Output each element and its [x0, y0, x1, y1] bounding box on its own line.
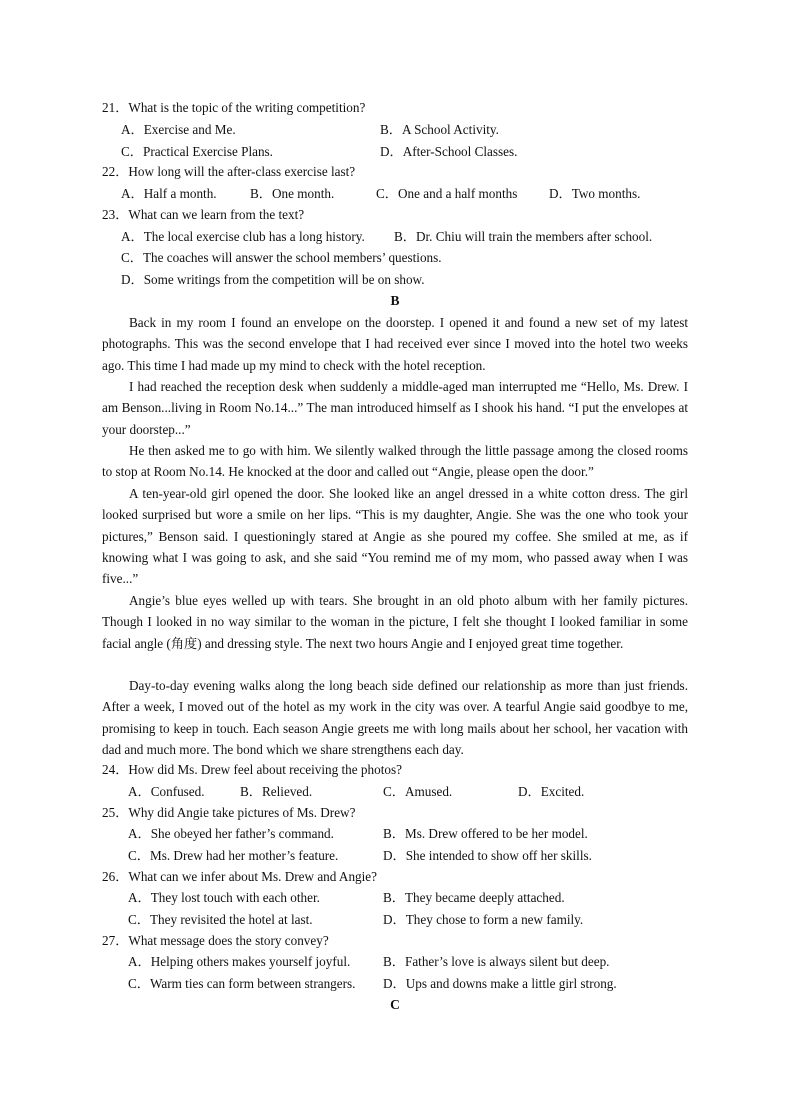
q22-option-b: B．One month. [250, 186, 335, 201]
question-21: 21．What is the topic of the writing competition? [102, 100, 366, 115]
q22-option-d: D．Two months. [549, 186, 641, 201]
passage-paragraph: Back in my room I found an envelope on the doorstep. I opened it and found a new set of my latest photographs. This was the second envelope that I had received ever since I moved into the hotel two weeks ago. This time I had made up my mind to check with the hotel reception. [102, 315, 688, 373]
q24-option-a: A．Confused. [128, 784, 205, 799]
q25-option-c: C．Ms. Drew had her mother’s feature. [128, 848, 339, 863]
section-c-heading: C [390, 997, 400, 1012]
section-b-heading: B [390, 293, 400, 308]
q21-option-d: D．After-School Classes. [380, 144, 518, 159]
question-22: 22．How long will the after-class exercise last? [102, 164, 356, 179]
q23-option-a: A．The local exercise club has a long history. [121, 229, 365, 244]
question-23: 23．What can we learn from the text? [102, 207, 305, 222]
q23-option-b: B．Dr. Chiu will train the members after school. [394, 229, 653, 244]
q23-option-c: C．The coaches will answer the school members’ questions. [121, 250, 442, 265]
q22-option-c: C．One and a half months [376, 186, 518, 201]
q23-option-d: D．Some writings from the competition will be on show. [121, 272, 425, 287]
question-27: 27．What message does the story convey? [102, 933, 329, 948]
q25-option-b: B．Ms. Drew offered to be her model. [383, 826, 588, 841]
q26-option-d: D．They chose to form a new family. [383, 912, 584, 927]
q26-option-a: A．They lost touch with each other. [128, 890, 320, 905]
q21-option-a: A．Exercise and Me. [121, 122, 236, 137]
q27-option-b: B．Father’s love is always silent but deep. [383, 954, 610, 969]
q27-option-c: C．Warm ties can form between strangers. [128, 976, 356, 991]
passage-paragraph: A ten-year-old girl opened the door. She looked like an angel dressed in a white cotton dress. The girl looked surprised but wore a smile on her lips. “This is my daughter, Angie. She was the one who took your pictures,” Benson said. I questioningly stared at Angie as she poured my coffee. She smiled at me, as if knowing what I was going to ask, and she said “You remind me of my mom, who passed away when I was five...” [102, 486, 688, 587]
question-25: 25．Why did Angie take pictures of Ms. Drew? [102, 805, 356, 820]
question-24: 24．How did Ms. Drew feel about receiving the photos? [102, 762, 402, 777]
q24-option-b: B．Relieved. [240, 784, 313, 799]
q26-option-c: C．They revisited the hotel at last. [128, 912, 313, 927]
q25-option-d: D．She intended to show off her skills. [383, 848, 592, 863]
q26-option-b: B．They became deeply attached. [383, 890, 565, 905]
q27-option-d: D．Ups and downs make a little girl strong. [383, 976, 617, 991]
question-26: 26．What can we infer about Ms. Drew and Angie? [102, 869, 378, 884]
q22-option-a: A．Half a month. [121, 186, 217, 201]
q24-option-d: D．Excited. [518, 784, 585, 799]
passage-paragraph: Angie’s blue eyes welled up with tears. She brought in an old photo album with her family pictures. Though I looked in no way similar to the woman in the picture, I felt she thought I looked familiar in some facial angle (角度) and dressing style. The next two hours Angie and I enjoyed great time together. [102, 593, 688, 651]
q21-option-c: C．Practical Exercise Plans. [121, 144, 273, 159]
passage-paragraph: Day-to-day evening walks along the long beach side defined our relationship as more than just friends. After a week, I moved out of the hotel as my work in the city was over. A tearful Angie said goodbye to me, promising to keep in touch. Each season Angie greets me with long mails about her school, her vacation with dad and much more. The bond which we share strengthens each day. [102, 678, 688, 757]
q24-option-c: C．Amused. [383, 784, 453, 799]
q21-option-b: B．A School Activity. [380, 122, 499, 137]
q25-option-a: A．She obeyed her father’s command. [128, 826, 334, 841]
q27-option-a: A．Helping others makes yourself joyful. [128, 954, 351, 969]
passage-paragraph: He then asked me to go with him. We silently walked through the little passage among the closed rooms to stop at Room No.14. He knocked at the door and called out “Angie, please open the door.” [102, 443, 688, 480]
passage-paragraph: I had reached the reception desk when suddenly a middle-aged man interrupted me “Hello, Ms. Drew. I am Benson...living in Room No.14...” The man introduced himself as I shook his hand. “I put the envelopes at your doorstep...” [102, 379, 688, 437]
